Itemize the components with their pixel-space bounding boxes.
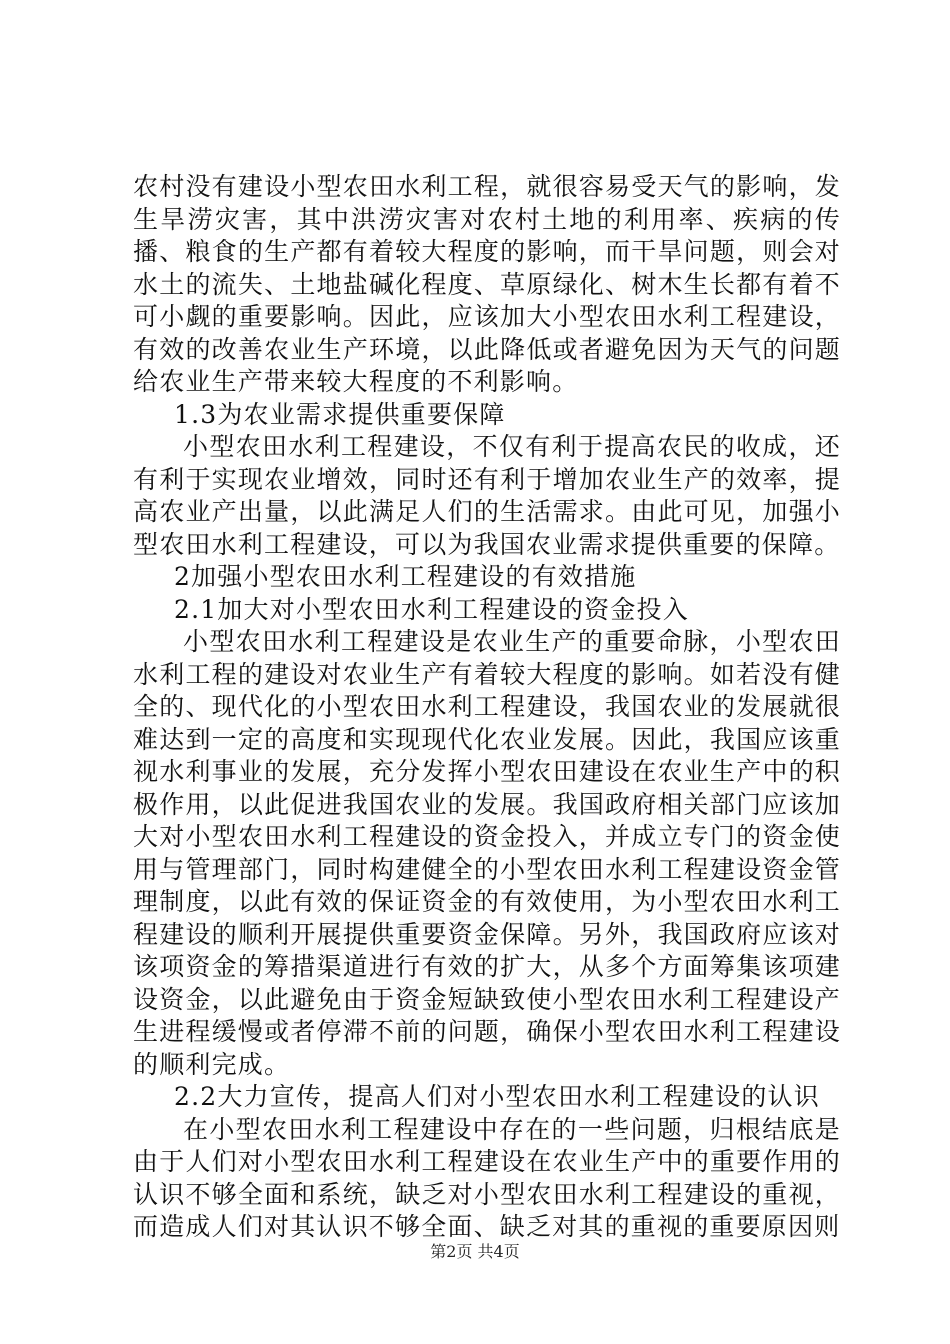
paragraph-drought-impact: 农村没有建设小型农田水利工程，就很容易受天气的影响，发生旱涝灾害，其中洪涝灾害对农村土地的利用率、疾病的传播、粮食的生产都有着较大程度的影响，而干旱问题，则会对水土的流失、土地盐碱化程度、草原绿化、树木生长都有着不可小觑的重要影响。因此，应该加大小型农田水利工程建设，有效的改善农业生产环境，以此降低或者避免因为天气的问题给农业生产带来较大程度的不利影响。 xyxy=(133,172,841,396)
section-heading-2: 2加强小型农田水利工程建设的有效措施 xyxy=(174,562,637,591)
paragraph-agriculture-demand: 小型农田水利工程建设，不仅有利于提高农民的收成，还有利于实现农业增效，同时还有利于增加农业生产的效率，提高农业产出量，以此满足人们的生活需求。由此可见，加强小型农田水利工程建设，可以为我国农业需求提供重要的保障。 xyxy=(133,432,841,559)
paragraph-awareness: 在小型农田水利工程建设中存在的一些问题，归根结底是由于人们对小型农田水利工程建设在农业生产中的重要作用的认识不够全面和系统，缺乏对小型农田水利工程建设的重视，而造成人们对其认识不够全面、缺乏对其的重视的重要原因则 xyxy=(133,1114,841,1241)
section-heading-2-2: 2.2大力宣传，提高人们对小型农田水利工程建设的认识 xyxy=(174,1082,820,1111)
document-body xyxy=(133,171,841,1244)
paragraph-funding: 小型农田水利工程建设是农业生产的重要命脉，小型农田水利工程的建设对农业生产有着较大程度的影响。如若没有健全的、现代化的小型农田水利工程建设，我国农业的发展就很难达到一定的高度和实现现代化农业发展。因此，我国应该重视水利事业的发展，充分发挥小型农田建设在农业生产中的积极作用，以此促进我国农业的发展。我国政府相关部门应该加大对小型农田水利工程建设的资金投入，并成立专门的资金使用与管理部门，同时构建健全的小型农田水利工程建设资金管理制度，以此有效的保证资金的有效使用，为小型农田水利工程建设的顺利开展提供重要资金保障。另外，我国政府应该对该项资金的筹措渠道进行有效的扩大，从多个方面筹集该项建设资金，以此避免由于资金短缺致使小型农田水利工程建设产生进程缓慢或者停滞不前的问题，确保小型农田水利工程建设的顺利完成。 xyxy=(133,627,841,1079)
section-heading-2-1: 2.1加大对小型农田水利工程建设的资金投入 xyxy=(174,594,689,624)
section-heading-1-3: 1.3为农业需求提供重要保障 xyxy=(174,399,506,429)
page-number-footer: 第2页 共4页 xyxy=(430,1242,520,1261)
